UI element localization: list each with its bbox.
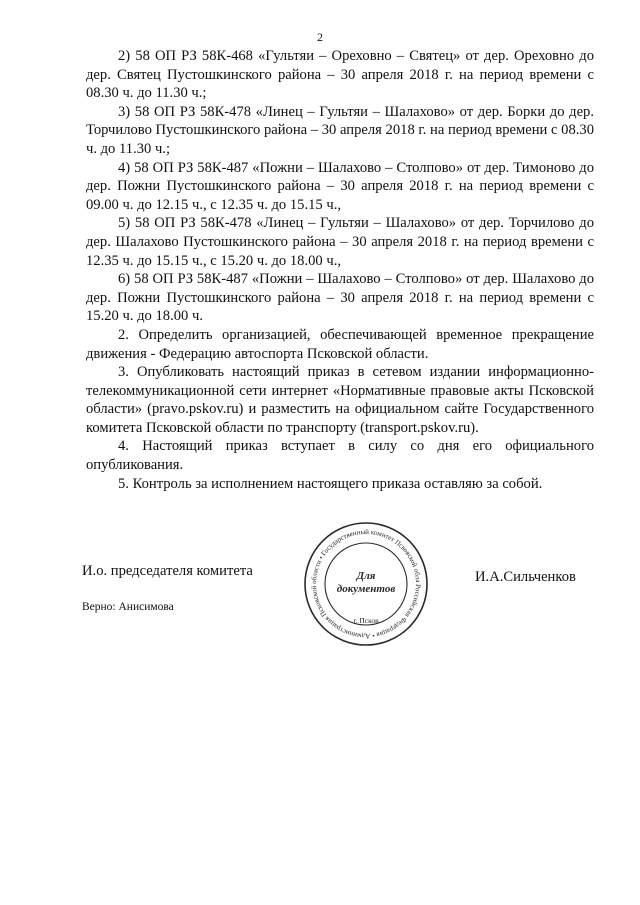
verified-copy-note: Верно: Анисимова [82, 601, 174, 613]
stamp-center-line2: документов [336, 583, 396, 595]
stamp-center-line1: Для [356, 570, 376, 582]
paragraph-point-5: 5. Контроль за исполнением настоящего приказа оставляю за собой. [118, 475, 543, 492]
stamp-city: г. Псков [353, 616, 379, 625]
official-stamp [301, 519, 431, 649]
paragraph-item-5: 5) 58 ОП РЗ 58К-478 «Линец – Гультяи – Шалахово» от дер. Торчилово до дер. Шалахово Пустошкинского района – 30 апреля 2018 г. на период времени с 12.35 ч. до 15.15 ч., с 15.20 ч. до 18.00 ч., [86, 215, 594, 269]
signatory-name: И.А.Сильченков [475, 569, 576, 585]
paragraph-item-6: 6) 58 ОП РЗ 58К-487 «Пожни – Шалахово – Столпово» от дер. Шалахово до дер. Пожни Пустошкинского района – 30 апреля 2018 г. на период времени с 15.20 ч. до 18.00 ч. [86, 271, 594, 325]
paragraph-item-4: 4) 58 ОП РЗ 58К-487 «Пожни – Шалахово – Столпово» от дер. Тимоново до дер. Пожни Пустошкинского района – 30 апреля 2018 г. на период времени с 09.00 ч. до 12.15 ч., с 12.35 ч. до 15.15 ч., [86, 159, 594, 213]
document-body [86, 47, 594, 493]
paragraph-point-3: 3. Опубликовать настоящий приказ в сетевом издании информационно-телекоммуникационной сети интернет «Нормативные правовые акты Псковской области» (pravo.pskov.ru) и разместить на официальном сайте Государственного комитета Псковской области по транспорту (transport.pskov.ru). [86, 364, 594, 436]
paragraph-point-2: 2. Определить организацией, обеспечивающей временное прекращение движения - Федерацию автоспорта Псковской области. [86, 326, 594, 362]
paragraph-point-4: 4. Настоящий приказ вступает в силу со дня его официального опубликования. [86, 438, 594, 474]
paragraph-item-3: 3) 58 ОП РЗ 58К-478 «Линец – Гультяи – Шалахово» от дер. Борки до дер. Торчилово Пустошкинского района – 30 апреля 2018 г. на период времени с 08.30 ч. до 11.30 ч.; [86, 103, 594, 157]
signatory-position: И.о. председателя комитета [82, 563, 253, 579]
stamp-ring-text: Российская Федерация • Администрация Псковской области • Государственный комитет Псковской обла [309, 527, 423, 641]
paragraph-item-2: 2) 58 ОП РЗ 58К-468 «Гультяи – Ореховно – Святец» от дер. Ореховно до дер. Святец Пустошкинского района – 30 апреля 2018 г. на период времени с 08.30 ч. до 11.30 ч.; [86, 48, 594, 102]
page-number: 2 [317, 30, 323, 44]
